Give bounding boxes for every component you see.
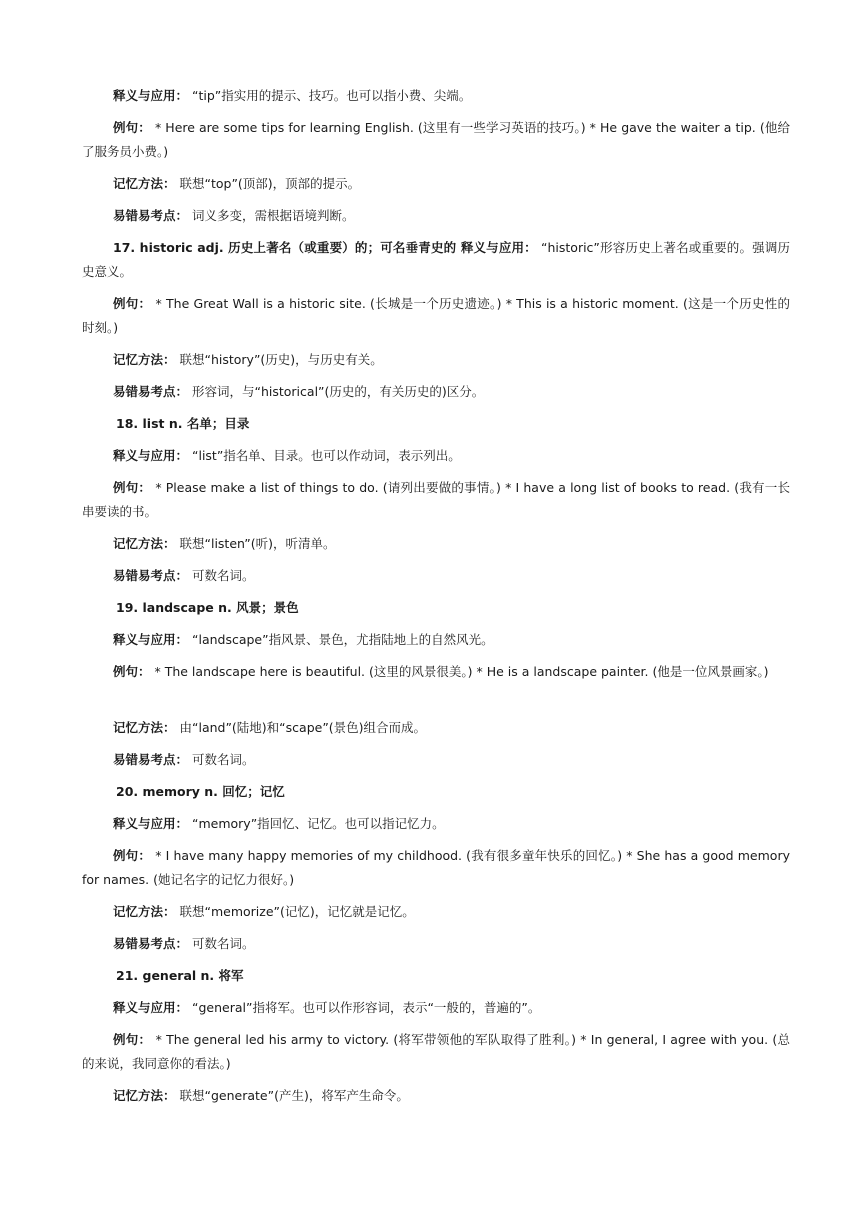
e21-example bbox=[82, 1028, 790, 1076]
example-label: 例句： bbox=[113, 1032, 152, 1047]
memory-text: 由“land”(陆地)和“scape”(景色)组合而成。 bbox=[175, 720, 427, 735]
meaning-label: 释义与应用： bbox=[113, 448, 189, 463]
e19-meaning bbox=[82, 628, 790, 652]
e18-mistake bbox=[82, 564, 790, 588]
e18-meaning bbox=[82, 444, 790, 468]
mistake-label: 易错易考点： bbox=[113, 752, 189, 767]
e21-meaning bbox=[82, 996, 790, 1020]
example-text: * I have many happy memories of my childhood. (我有很多童年快乐的回忆。) * She has a good memory for names. (她记名字的记忆力很好。) bbox=[82, 848, 794, 887]
e17-memory bbox=[82, 348, 790, 372]
e17-example bbox=[82, 292, 790, 340]
example-label: 例句： bbox=[113, 296, 152, 311]
memory-text: 联想“memorize”(记忆)，记忆就是记忆。 bbox=[175, 904, 415, 919]
e20-heading: 20. memory n. 回忆；记忆 bbox=[116, 784, 285, 799]
e16-mistake bbox=[82, 204, 790, 228]
meaning-label: 释义与应用： bbox=[113, 88, 189, 103]
e18-example bbox=[82, 476, 790, 524]
memory-text: 联想“history”(历史)，与历史有关。 bbox=[175, 352, 383, 367]
example-text: * The landscape here is beautiful. (这里的风景很美。) * He is a landscape painter. (他是一位风景画家。) bbox=[150, 664, 769, 679]
e18-memory bbox=[82, 532, 790, 556]
e19-memory bbox=[82, 716, 790, 740]
memory-label: 记忆方法： bbox=[113, 352, 176, 367]
memory-label: 记忆方法： bbox=[113, 536, 176, 551]
e16-example bbox=[82, 116, 790, 164]
meaning-text: “tip”指实用的提示、技巧。也可以指小费、尖端。 bbox=[188, 88, 472, 103]
memory-text: 联想“generate”(产生)，将军产生命令。 bbox=[175, 1088, 409, 1103]
e19-example bbox=[82, 660, 790, 684]
mistake-text: 可数名词。 bbox=[188, 568, 255, 583]
meaning-label: 释义与应用： bbox=[113, 1000, 189, 1015]
example-label: 例句： bbox=[113, 848, 152, 863]
meaning-label: 释义与应用： bbox=[113, 632, 189, 647]
mistake-label: 易错易考点： bbox=[113, 936, 189, 951]
entry-heading: 17. historic adj. 历史上著名（或重要）的；可名垂青史的 释义与应用： bbox=[113, 240, 537, 255]
mistake-text: 可数名词。 bbox=[188, 936, 255, 951]
e21-memory bbox=[82, 1084, 790, 1108]
meaning-text: “memory”指回忆、记忆。也可以指记忆力。 bbox=[188, 816, 445, 831]
meaning-label: 释义与应用： bbox=[113, 816, 189, 831]
e20-example bbox=[82, 844, 794, 892]
e17-mistake bbox=[82, 380, 790, 404]
meaning-text: “historic”形容历史上著名或重要的。强调历史意义。 bbox=[82, 240, 790, 279]
memory-label: 记忆方法： bbox=[113, 1088, 176, 1103]
mistake-label: 易错易考点： bbox=[113, 384, 189, 399]
e19-mistake bbox=[82, 748, 790, 772]
mistake-label: 易错易考点： bbox=[113, 208, 189, 223]
example-label: 例句： bbox=[113, 664, 151, 679]
example-text: * Please make a list of things to do. (请列出要做的事情。) * I have a long list of books to read. (我有一长串要读的书。 bbox=[82, 480, 790, 519]
memory-text: 联想“top”(顶部)，顶部的提示。 bbox=[175, 176, 361, 191]
e17-heading bbox=[82, 236, 790, 284]
mistake-text: 词义多变，需根据语境判断。 bbox=[188, 208, 355, 223]
e18-heading: 18. list n. 名单；目录 bbox=[116, 416, 250, 431]
memory-label: 记忆方法： bbox=[113, 904, 176, 919]
meaning-text: “general”指将军。也可以作形容词，表示“一般的，普遍的”。 bbox=[188, 1000, 541, 1015]
mistake-label: 易错易考点： bbox=[113, 568, 189, 583]
e19-heading: 19. landscape n. 风景；景色 bbox=[116, 600, 299, 615]
example-text: * The Great Wall is a historic site. (长城是一个历史遗迹。) * This is a historic moment. (这是一个历史性的时刻。) bbox=[82, 296, 790, 335]
meaning-text: “list”指名单、目录。也可以作动词，表示列出。 bbox=[188, 448, 461, 463]
e21-heading: 21. general n. 将军 bbox=[116, 968, 244, 983]
memory-text: 联想“listen”(听)，听清单。 bbox=[175, 536, 336, 551]
e16-meaning bbox=[82, 84, 790, 108]
e20-memory bbox=[82, 900, 790, 924]
example-label: 例句： bbox=[113, 120, 151, 135]
memory-label: 记忆方法： bbox=[113, 176, 176, 191]
mistake-text: 形容词，与“historical”(历史的，有关历史的)区分。 bbox=[188, 384, 485, 399]
e20-mistake bbox=[82, 932, 790, 956]
memory-label: 记忆方法： bbox=[113, 720, 176, 735]
example-text: * Here are some tips for learning English. (这里有一些学习英语的技巧。) * He gave the waiter a tip. (他给了服务员小费。) bbox=[82, 120, 790, 159]
example-label: 例句： bbox=[113, 480, 152, 495]
e20-meaning bbox=[82, 812, 790, 836]
e16-memory bbox=[82, 172, 790, 196]
mistake-text: 可数名词。 bbox=[188, 752, 255, 767]
example-text: * The general led his army to victory. (将军带领他的军队取得了胜利。) * In general, I agree with you. (总的来说，我同意你的看法。) bbox=[82, 1032, 790, 1071]
meaning-text: “landscape”指风景、景色，尤指陆地上的自然风光。 bbox=[188, 632, 494, 647]
